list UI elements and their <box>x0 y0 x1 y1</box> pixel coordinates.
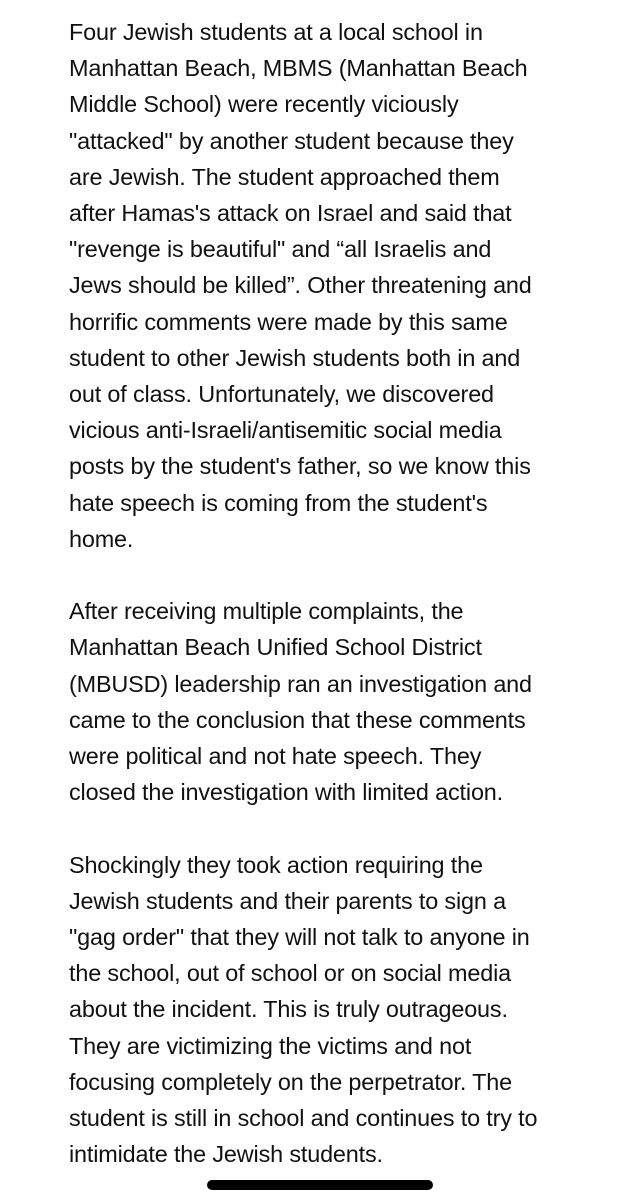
text-line: out of class. Unfortunately, we discovered <box>69 381 494 408</box>
document-body <box>69 14 625 1172</box>
text-line: (MBUSD) leadership ran an investigation and <box>69 670 532 697</box>
text-line: after Hamas's attack on Israel and said that <box>69 200 512 227</box>
text-line: about the incident. This is truly outrageous. <box>69 996 508 1023</box>
text-line: vicious anti-Israeli/antisemitic social media <box>69 417 502 444</box>
text-line: They are victimizing the victims and not <box>69 1032 472 1059</box>
text-line: student is still in school and continues to try to <box>69 1105 538 1132</box>
home-indicator[interactable] <box>207 1180 433 1190</box>
paragraph-3 <box>69 847 625 1173</box>
text-line: Manhattan Beach, MBMS (Manhattan Beach <box>69 55 528 82</box>
text-line: Middle School) were recently viciously <box>69 91 459 118</box>
text-line: After receiving multiple complaints, the <box>69 598 464 625</box>
paragraph-2 <box>69 593 625 810</box>
text-line: Four Jewish students at a local school in <box>69 19 483 45</box>
text-line: home. <box>69 525 134 552</box>
text-line: focusing completely on the perpetrator. The <box>69 1068 513 1095</box>
text-line: Jews should be killed”. Other threatening and <box>69 272 532 299</box>
text-line: closed the investigation with limited action. <box>69 779 504 806</box>
text-line: Jewish students and their parents to sign a <box>69 887 506 914</box>
text-line: "revenge is beautiful" and “all Israelis and <box>69 236 492 263</box>
text-line: student to other Jewish students both in and <box>69 344 521 371</box>
text-line: Shockingly they took action requiring the <box>69 851 483 878</box>
text-line: came to the conclusion that these comments <box>69 706 526 733</box>
text-line: the school, out of school or on social media <box>69 960 511 987</box>
text-line: were political and not hate speech. They <box>69 743 482 770</box>
text-line: intimidate the Jewish students. <box>69 1141 383 1168</box>
paragraph-1 <box>69 14 625 557</box>
text-line: are Jewish. The student approached them <box>69 163 500 190</box>
text-line: horrific comments were made by this same <box>69 308 508 335</box>
text-line: Manhattan Beach Unified School District <box>69 634 482 661</box>
text-line: "attacked" by another student because they <box>69 127 514 154</box>
text-line: posts by the student's father, so we know this <box>69 453 531 480</box>
text-line: hate speech is coming from the student's <box>69 489 488 516</box>
text-line: "gag order" that they will not talk to anyone in <box>69 924 530 951</box>
